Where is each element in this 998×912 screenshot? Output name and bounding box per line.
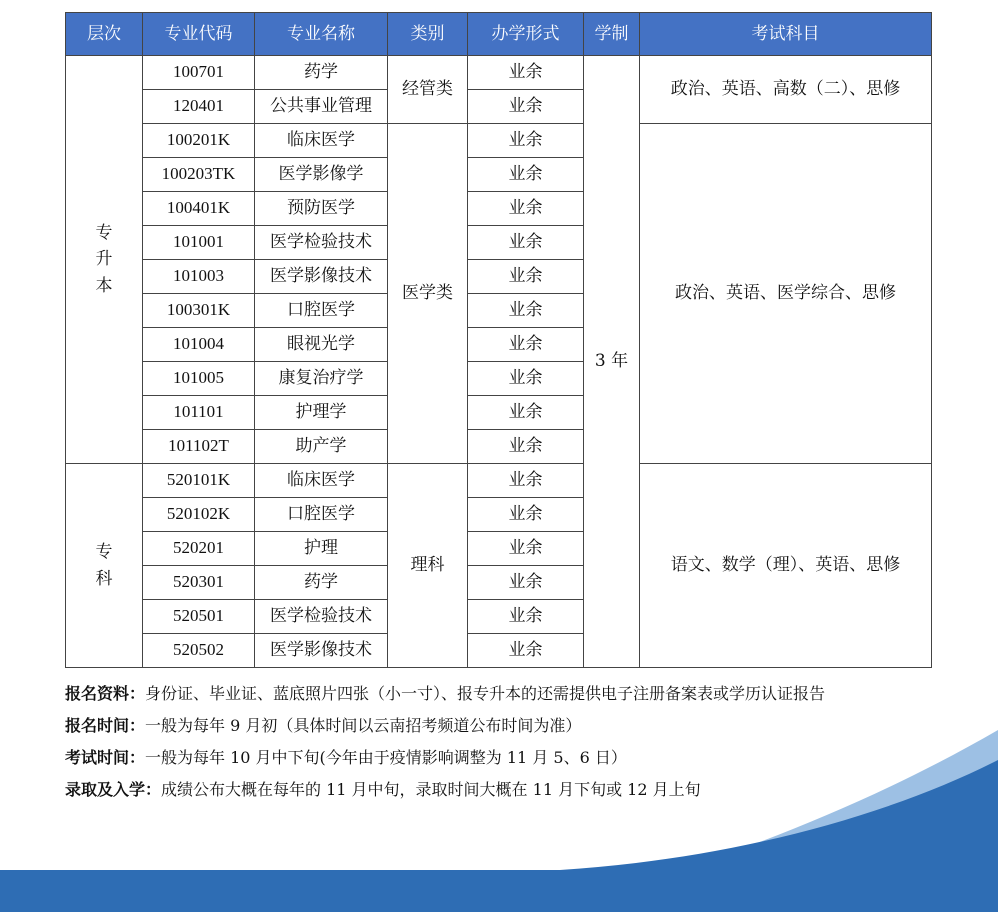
major-name: 康复治疗学 xyxy=(255,362,388,396)
major-name: 护理 xyxy=(255,532,388,566)
major-name: 眼视光学 xyxy=(255,328,388,362)
header-subjects: 考试科目 xyxy=(640,13,932,56)
major-name: 公共事业管理 xyxy=(255,90,388,124)
header-form: 办学形式 xyxy=(468,13,584,56)
header-code: 专业代码 xyxy=(143,13,255,56)
decorative-wave xyxy=(0,720,998,912)
note-label: 报名资料： xyxy=(65,684,146,703)
note-text: 成绩公布大概在每年的 11 月中旬，录取时间大概在 11 月下旬或 12 月上旬 xyxy=(161,780,701,799)
major-name: 口腔医学 xyxy=(255,498,388,532)
major-name: 临床医学 xyxy=(255,124,388,158)
study-form: 业余 xyxy=(468,328,584,362)
major-code: 520301 xyxy=(143,566,255,600)
major-code: 101101 xyxy=(143,396,255,430)
note-text: 身份证、毕业证、蓝底照片四张（小一寸）、报专升本的还需提供电子注册备案表或学历认证报告 xyxy=(145,684,826,703)
major-name: 护理学 xyxy=(255,396,388,430)
study-form: 业余 xyxy=(468,158,584,192)
exam-subjects: 政治、英语、高数（二）、思修 xyxy=(640,56,932,124)
study-form: 业余 xyxy=(468,294,584,328)
level-cell xyxy=(66,56,143,464)
table-row xyxy=(66,124,932,158)
major-code: 520201 xyxy=(143,532,255,566)
exam-subjects: 语文、数学（理）、英语、思修 xyxy=(640,464,932,668)
study-form: 业余 xyxy=(468,464,584,498)
header-name: 专业名称 xyxy=(255,13,388,56)
major-name: 医学影像技术 xyxy=(255,634,388,668)
major-name: 医学影像技术 xyxy=(255,260,388,294)
major-name: 口腔医学 xyxy=(255,294,388,328)
major-code: 520101K xyxy=(143,464,255,498)
wave-dark-band xyxy=(0,760,998,912)
major-code: 101102T xyxy=(143,430,255,464)
header-row xyxy=(66,13,932,56)
study-form: 业余 xyxy=(468,566,584,600)
major-code: 520501 xyxy=(143,600,255,634)
category-cell: 理科 xyxy=(388,464,468,668)
table-row xyxy=(66,56,932,90)
table-row xyxy=(66,464,932,498)
study-form: 业余 xyxy=(468,430,584,464)
level-cell xyxy=(66,464,143,668)
major-code: 101003 xyxy=(143,260,255,294)
study-form: 业余 xyxy=(468,56,584,90)
note-documents xyxy=(65,678,945,710)
study-form: 业余 xyxy=(468,396,584,430)
note-text: 一般为每年 9 月初（具体时间以云南招考频道公布时间为准） xyxy=(145,716,582,735)
major-code: 520502 xyxy=(143,634,255,668)
header-category: 类别 xyxy=(388,13,468,56)
exam-subjects: 政治、英语、医学综合、思修 xyxy=(640,124,932,464)
study-form: 业余 xyxy=(468,192,584,226)
header-level: 层次 xyxy=(66,13,143,56)
study-form: 业余 xyxy=(468,90,584,124)
study-form: 业余 xyxy=(468,498,584,532)
study-form: 业余 xyxy=(468,532,584,566)
major-code: 520102K xyxy=(143,498,255,532)
header-duration: 学制 xyxy=(584,13,640,56)
major-name: 药学 xyxy=(255,566,388,600)
major-code: 101005 xyxy=(143,362,255,396)
major-name: 助产学 xyxy=(255,430,388,464)
note-label: 报名时间： xyxy=(65,716,146,735)
major-name: 医学检验技术 xyxy=(255,226,388,260)
level-label: 专科 xyxy=(95,542,113,589)
study-form: 业余 xyxy=(468,226,584,260)
major-name: 医学检验技术 xyxy=(255,600,388,634)
major-code: 101004 xyxy=(143,328,255,362)
major-code: 100701 xyxy=(143,56,255,90)
study-form: 业余 xyxy=(468,600,584,634)
study-form: 业余 xyxy=(468,634,584,668)
level-label: 专升本 xyxy=(95,222,113,296)
major-code: 100203TK xyxy=(143,158,255,192)
note-text: 一般为每年 10 月中下旬(今年由于疫情影响调整为 11 月 5、6 日） xyxy=(145,748,627,767)
study-form: 业余 xyxy=(468,124,584,158)
major-code: 100201K xyxy=(143,124,255,158)
study-form: 业余 xyxy=(468,260,584,294)
category-cell: 医学类 xyxy=(388,124,468,464)
major-code: 101001 xyxy=(143,226,255,260)
major-name: 预防医学 xyxy=(255,192,388,226)
table-body xyxy=(66,56,932,668)
major-name: 医学影像学 xyxy=(255,158,388,192)
major-table xyxy=(65,12,932,668)
major-name: 临床医学 xyxy=(255,464,388,498)
major-code: 100401K xyxy=(143,192,255,226)
study-form: 业余 xyxy=(468,362,584,396)
major-name: 药学 xyxy=(255,56,388,90)
major-code: 120401 xyxy=(143,90,255,124)
note-label: 考试时间： xyxy=(65,748,146,767)
duration-cell: 3 年 xyxy=(584,56,640,668)
note-label: 录取及入学： xyxy=(65,780,162,799)
major-code: 100301K xyxy=(143,294,255,328)
category-cell: 经管类 xyxy=(388,56,468,124)
